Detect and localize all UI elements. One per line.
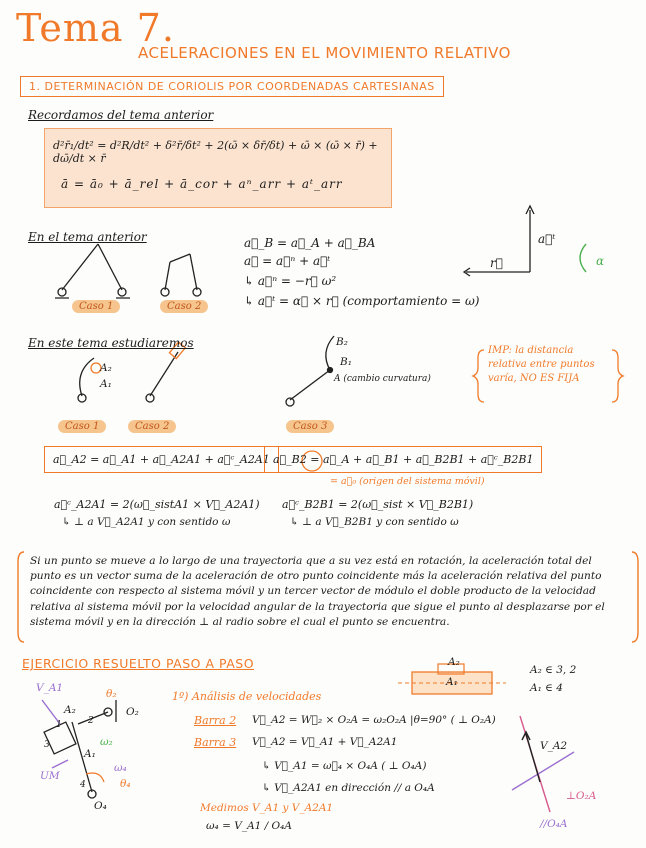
this-caso2-badge: Caso 2	[128, 420, 176, 433]
coriolis-A-def: a⃗ᶜ_A2A1 = 2(ω⃗_sistA1 × V⃗_A2A1)	[54, 498, 260, 511]
omega4-eq: ω₄ = V_A1 / O₄A	[206, 820, 292, 832]
equation-1: d²r̄₁/dt² = d²R/dt² + δ²r̄/δt² + 2(ω̄ × δr̄/δt) + ω̄ × (ω̄ × r̄) + dω̄/dt × r̄	[53, 139, 378, 165]
prev-eq-2: a⃗ = a⃗ⁿ + a⃗ᵗ	[244, 254, 331, 268]
barra3-eq: V⃗_A2 = V⃗_A1 + V⃗_A2A1	[252, 736, 398, 748]
prev-caso1-linkage	[55, 244, 130, 298]
prev-caso1-badge: Caso 1	[72, 300, 120, 313]
imp-brace	[473, 350, 484, 402]
label-B1: B₁	[340, 356, 352, 368]
barra2-eq: V⃗_A2 = W⃗₂ × O₂A = ω₂O₂A |θ=90° ( ⊥ O₂A)	[252, 714, 496, 726]
coriolis-B-note: ↳ ⊥ a V⃗_B2B1 y con sentido ω	[290, 516, 459, 528]
coriolis-eq-B-note: = a⃗₀ (origen del sistema móvil)	[330, 476, 485, 487]
coriolis-eq-B: a⃗_B2 = a⃗_A + a⃗_B1 + a⃗_B2B1 + a⃗ᶜ_B2B1	[264, 446, 542, 473]
mech-label-theta2: θ₂	[106, 688, 117, 700]
vec-label-VA2: V_A2	[540, 740, 568, 752]
prev-eq-3: ↳ a⃗ⁿ = −r⃗ ω²	[244, 274, 337, 288]
exercise-vector-diagram	[512, 716, 574, 812]
membership-2: A₁ ∈ 4	[530, 682, 563, 694]
barra3-label: Barra 3	[194, 736, 237, 749]
definition-paragraph: Si un punto se mueve a lo largo de una trayectoria que a su vez está en rotación, la aceleración total del punto es un vector suma de la aceleración de otro punto coincidente más la aceleración relativa del punto coincidente con respecto al sistema móvil y un tercer vector de módulo el doble producto de la velocidad relativa al sistema móvil por la velocidad angular de la trayectoria que sigue el punto al desplazarse por el sistema móvil y en la dirección ⊥ al radio sobre el cual el punto se encuentra.	[30, 555, 605, 628]
alpha-arc	[580, 244, 586, 272]
mech-label-n1: 1	[56, 720, 62, 730]
medimos-text: Medimos V_A1 y V_A2A1	[200, 802, 334, 814]
step1-title: 1º) Análisis de velocidades	[172, 690, 322, 703]
paragraph-brackets	[18, 552, 24, 642]
tema-word: Tema	[16, 6, 124, 50]
vec-label-perpO2A: ⊥O₂A	[566, 790, 597, 802]
label-A-note: A (cambio curvatura)	[334, 374, 431, 384]
slider-label-A1: A₁	[446, 676, 458, 688]
coriolis-A-note: ↳ ⊥ a V⃗_A2A1 y con sentido ω	[62, 516, 231, 528]
barra2-label: Barra 2	[194, 714, 237, 727]
this-caso3-linkage	[286, 336, 334, 406]
chapter-title: ACELERACIONES EN EL MOVIMIENTO RELATIVO	[138, 44, 511, 62]
prev-caso2-badge: Caso 2	[160, 300, 208, 313]
this-caso1-badge: Caso 1	[58, 420, 106, 433]
coriolis-B-def: a⃗ᶜ_B2B1 = 2(ω⃗_sist × V⃗_B2B1)	[282, 498, 474, 511]
mech-label-w2: ω₂	[100, 736, 113, 748]
mech-label-O2: O₂	[126, 706, 139, 718]
prev-eq-4: ↳ a⃗ᵗ = α⃗ × r⃗ (comportamiento = ω)	[244, 294, 480, 308]
mech-label-theta4: θ₄	[120, 778, 131, 790]
prev-eq-1: a⃗_B = a⃗_A + a⃗_BA	[244, 236, 376, 250]
this-caso2-linkage	[146, 342, 185, 402]
mech-label-n4: 4	[80, 780, 86, 790]
label-A2: A₂	[100, 362, 112, 374]
equation-2: ā = ā₀ + ā_rel + ā_cor + aⁿ_arr + aᵗ_arr	[61, 177, 343, 191]
this-caso1-linkage	[78, 358, 101, 402]
recap-label: Recordamos del tema anterior	[28, 108, 214, 122]
label-A1: A₁	[100, 378, 112, 390]
mech-label-n3: 3	[44, 740, 50, 750]
mech-label-A1: A₁	[84, 748, 96, 760]
vec-label-parO4A: //O₄A	[540, 818, 568, 830]
prev-caso2-linkage	[161, 254, 201, 296]
barra3-eq-b: ↳ V⃗_A2A1 en dirección // a O₄A	[262, 782, 435, 794]
mech-label-UM: UM	[40, 770, 60, 782]
axis-at-label: a⃗ᵗ	[538, 232, 556, 246]
barra3-eq-a: ↳ V⃗_A1 = ω⃗₄ × O₄A ( ⊥ O₄A)	[262, 760, 427, 772]
axis-r-label: r⃗	[490, 256, 503, 270]
mech-label-w4: ω₄	[114, 762, 127, 774]
membership-1: A₂ ∈ 3, 2	[530, 664, 577, 676]
coriolis-eq-A: a⃗_A2 = a⃗_A1 + a⃗_A2A1 + a⃗ᶜ_A2A1	[44, 446, 279, 473]
imp-note: IMP: la distancia relativa entre puntos varía, NO ES FIJA	[488, 345, 595, 384]
label-B2: B₂	[336, 336, 348, 348]
exercise-title: EJERCICIO RESUELTO PASO A PASO	[22, 656, 255, 671]
alpha-label: α	[596, 254, 605, 268]
this-topic-label: En este tema estudiaremos	[28, 336, 194, 350]
mech-label-VA1: V_A1	[36, 682, 64, 694]
previous-topic-label: En el tema anterior	[28, 230, 147, 244]
mech-label-Ax: A₂	[64, 704, 76, 716]
tema-number: 7.	[136, 6, 175, 50]
section1-title: 1. DETERMINACIÓN DE CORIOLIS POR COORDENADAS CARTESIANAS	[20, 76, 444, 97]
slider-label-A2: A₂	[448, 656, 460, 668]
this-caso3-badge: Caso 3	[286, 420, 334, 433]
mech-label-O4: O₄	[94, 800, 107, 812]
mech-label-n2: 2	[88, 716, 94, 726]
